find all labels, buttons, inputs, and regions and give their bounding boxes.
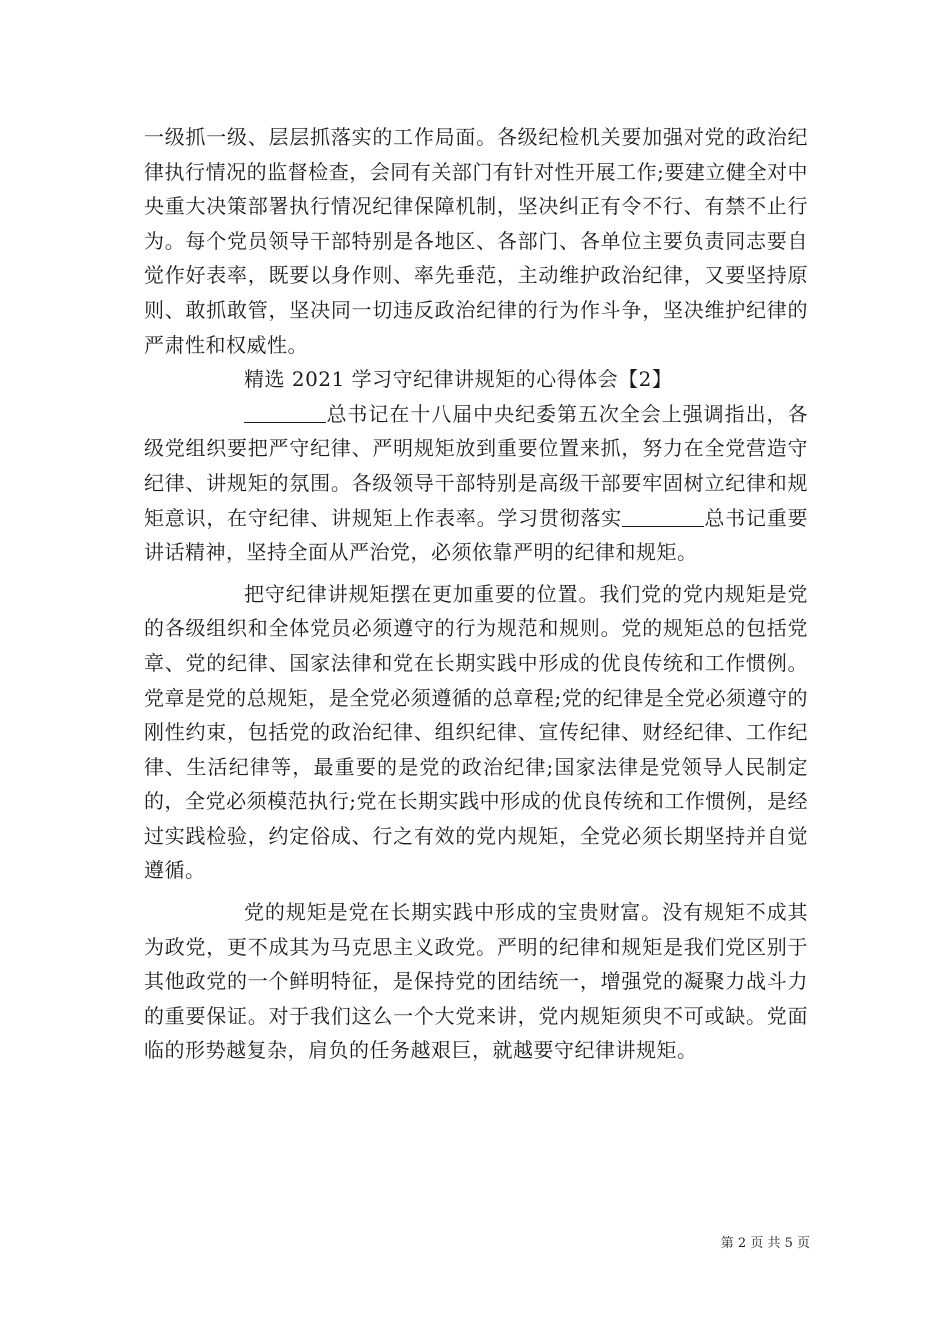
paragraph-3: 把守纪律讲规矩摆在更加重要的位置。我们党的党内规矩是党的各级组织和全体党员必须遵守的行为规范和规则。党的规矩总的包括党章、党的纪律、国家法律和党在长期实践中形成的优良传统和工作惯例。党章是党的总规矩，是全党必须遵循的总章程;党的纪律是全党必须遵守的刚性约束，包括党的政治纪律、组织纪律、宣传纪律、财经纪律、工作纪律、生活纪律等，最重要的是党的政治纪律;国家法律是党领导人民制定的，全党必须模范执行;党在长期实践中形成的优良传统和工作惯例，是经过实践检验，约定俗成、行之有效的党内规矩，全党必须长期坚持并自觉遵循。 <box>144 581 808 883</box>
document-body <box>144 120 808 1068</box>
paragraph-1: 一级抓一级、层层抓落实的工作局面。各级纪检机关要加强对党的政治纪律执行情况的监督检查，会同有关部门有针对性开展工作;要建立健全对中央重大决策部署执行情况纪律保障机制，坚决纠正有令不行、有禁不止行为。每个党员领导干部特别是各地区、各部门、各单位主要负责同志要自觉作好表率，既要以身作则、率先垂范，主动维护政治纪律，又要坚持原则、敢抓敢管，坚决同一切违反政治纪律的行为作斗争，坚决维护纪律的严肃性和权威性。 <box>144 125 808 357</box>
paragraph-4: 党的规矩是党在长期实践中形成的宝贵财富。没有规矩不成其为政党，更不成其为马克思主义政党。严明的纪律和规矩是我们党区别于其他政党的一个鲜明特征，是保持党的团结统一，增强党的凝聚力战斗力的重要保证。对于我们这么一个大党来讲，党内规矩须臾不可或缺。党面临的形势越复杂，肩负的任务越艰巨，就越要守纪律讲规矩。 <box>144 900 808 1063</box>
paragraph-2-part-2: 总书记重要讲话精神，坚持全面从严治党，必须依靠严明的纪律和规矩。 <box>144 505 809 565</box>
page-number: 第 2 页 共 5 页 <box>720 1236 810 1251</box>
redacted-name-blank <box>244 400 326 423</box>
paragraph-2-part-1: 总书记在十八届中央纪委第五次全会上强调指出，各级党组织要把严守纪律、严明规矩放到重要位置来抓，努力在全党营造守纪律、讲规矩的氛围。各级领导干部特别是高级干部要牢固树立纪律和规矩意识，在守纪律、讲规矩上作表率。学习贯彻落实 <box>144 401 808 530</box>
redacted-name-blank <box>622 504 704 527</box>
section-title: 精选 2021 学习守纪律讲规矩的心得体会【2】 <box>244 367 673 392</box>
paragraph-2 <box>144 397 808 570</box>
